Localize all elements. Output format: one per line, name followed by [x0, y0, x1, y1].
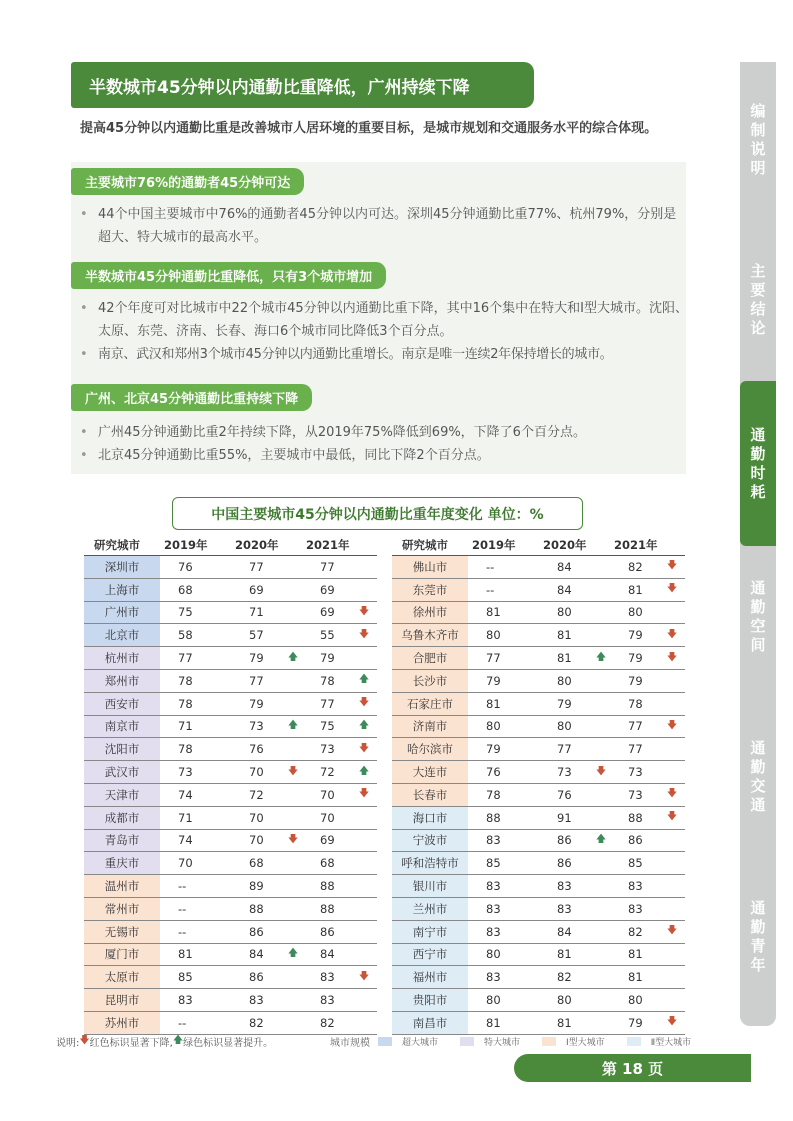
arrow-down-icon: 🡇: [79, 1035, 90, 1046]
value-2021: 68: [306, 852, 351, 875]
value-2020: 70: [235, 829, 280, 852]
table-row: [392, 556, 685, 579]
value-2019: 70: [164, 852, 209, 875]
arrow-up-icon: 🡅: [287, 651, 299, 663]
value-2021: 80: [614, 601, 659, 624]
legend-swatch: [542, 1037, 556, 1046]
value-2019: --: [164, 875, 209, 898]
legend: [330, 1034, 691, 1049]
value-2021: 72: [306, 761, 351, 784]
section-title: [71, 62, 534, 108]
value-2021: 80: [614, 989, 659, 1012]
arrow-up-icon: 🡅: [172, 1035, 184, 1046]
arrow-up-icon: 🡅: [358, 765, 370, 777]
table-row: [84, 738, 377, 761]
value-2021: 81: [614, 578, 659, 601]
value-2019: 74: [164, 783, 209, 806]
value-2019: --: [164, 897, 209, 920]
side-tab-main-conclusions[interactable]: [740, 245, 776, 355]
value-2020: 80: [543, 989, 588, 1012]
value-2021: 77: [614, 715, 659, 738]
value-2019: 73: [164, 761, 209, 784]
table-row: [84, 1011, 377, 1034]
table-row: [84, 875, 377, 898]
city-name: 海口市: [392, 806, 468, 829]
side-tab-commute-traffic[interactable]: [740, 722, 776, 832]
side-tab-label: 通 勤 交 通: [750, 739, 766, 814]
value-2020: 83: [543, 897, 588, 920]
value-2021: 86: [306, 920, 351, 943]
value-2019: 75: [164, 601, 209, 624]
side-tab-commute-time[interactable]: [740, 381, 776, 546]
table-row: [392, 943, 685, 966]
city-name: 温州市: [84, 875, 160, 898]
city-name: 济南市: [392, 715, 468, 738]
value-2021: 85: [614, 852, 659, 875]
city-name: 厦门市: [84, 943, 160, 966]
value-2020: 82: [235, 1011, 280, 1034]
value-2019: --: [164, 920, 209, 943]
value-2020: 84: [235, 943, 280, 966]
header-2021: 2021年: [614, 535, 659, 556]
value-2019: 71: [164, 715, 209, 738]
value-2021: 75: [306, 715, 351, 738]
value-2019: 81: [472, 692, 517, 715]
value-2019: 76: [164, 556, 209, 579]
city-name: 郑州市: [84, 669, 160, 692]
table-row: [84, 556, 377, 579]
city-name: 广州市: [84, 601, 160, 624]
table-row: [392, 806, 685, 829]
value-2020: 79: [235, 692, 280, 715]
value-2019: 83: [472, 875, 517, 898]
table-row: [84, 829, 377, 852]
arrow-down-icon: 🡇: [666, 788, 678, 800]
value-2019: 74: [164, 829, 209, 852]
value-2019: 88: [472, 806, 517, 829]
arrow-down-icon: 🡇: [666, 560, 678, 572]
value-2019: 78: [472, 783, 517, 806]
value-2020: 70: [235, 761, 280, 784]
table-row: [392, 920, 685, 943]
city-name: 太原市: [84, 966, 160, 989]
value-2019: 78: [164, 669, 209, 692]
table-row: [392, 692, 685, 715]
value-2021: 79: [306, 647, 351, 670]
arrow-up-icon: 🡅: [358, 674, 370, 686]
legend-item: Ⅰ型大城市: [566, 1038, 605, 1048]
city-name: 宁波市: [392, 829, 468, 852]
table-header-row: [84, 535, 377, 556]
value-2019: 76: [472, 761, 517, 784]
legend-item: 特大城市: [484, 1038, 521, 1048]
value-2021: 77: [306, 692, 351, 715]
table-row: [84, 669, 377, 692]
value-2020: 86: [235, 966, 280, 989]
arrow-down-icon: 🡇: [287, 833, 299, 845]
table-row: [392, 829, 685, 852]
subsection-heading: 广州、北京45分钟通勤比重持续下降: [71, 384, 312, 411]
city-name: 杭州市: [84, 647, 160, 670]
value-2020: 86: [543, 829, 588, 852]
value-2020: 84: [543, 556, 588, 579]
value-2020: 88: [235, 897, 280, 920]
value-2021: 79: [614, 624, 659, 647]
value-2021: 73: [614, 761, 659, 784]
city-name: 南京市: [84, 715, 160, 738]
value-2021: 79: [614, 647, 659, 670]
legend-swatch: [627, 1037, 641, 1046]
value-2019: --: [472, 556, 517, 579]
footnote-down: 红色标识显著下降,: [89, 1038, 173, 1049]
subsection-heading: 主要城市76%的通勤者45分钟可达: [71, 168, 304, 195]
value-2020: 72: [235, 783, 280, 806]
subsection-heading: 半数城市45分钟通勤比重降低，只有3个城市增加: [71, 262, 386, 289]
value-2021: 77: [306, 556, 351, 579]
city-name: 昆明市: [84, 989, 160, 1012]
value-2019: 68: [164, 578, 209, 601]
table-row: [392, 669, 685, 692]
city-name: 大连市: [392, 761, 468, 784]
value-2019: 78: [164, 738, 209, 761]
value-2019: 80: [472, 715, 517, 738]
legend-item: Ⅱ型大城市: [650, 1038, 692, 1048]
section-title-text: 半数城市45分钟以内通勤比重降低，广州持续下降: [89, 77, 470, 98]
value-2020: 79: [235, 647, 280, 670]
value-2019: 81: [472, 601, 517, 624]
value-2020: 86: [543, 852, 588, 875]
value-2019: 77: [164, 647, 209, 670]
value-2019: 58: [164, 624, 209, 647]
bullet-item: • 44个中国主要城市中76%的通勤者45分钟以内可达。深圳45分钟通勤比重77%、杭州79%，分别是超大、特大城市的最高水平。: [80, 203, 685, 249]
city-table-right: [392, 535, 685, 1035]
value-2019: 78: [164, 692, 209, 715]
value-2021: 82: [614, 920, 659, 943]
city-name: 银川市: [392, 875, 468, 898]
city-name: 长沙市: [392, 669, 468, 692]
bullet-item: • 42个年度可对比城市中22个城市45分钟以内通勤比重下降，其中16个集中在特大和Ⅰ型大城市。沈阳、太原、东莞、济南、长春、海口6个城市同比降低3个百分点。: [80, 297, 690, 343]
bullet-item: • 广州45分钟通勤比重2年持续下降，从2019年75%降低到69%，下降了6个百分点。: [80, 421, 685, 444]
bullet-list: [80, 297, 690, 366]
value-2020: 80: [543, 715, 588, 738]
table-row: [392, 989, 685, 1012]
legend-swatch: [378, 1037, 392, 1046]
footnote-prefix: 说明:: [56, 1038, 80, 1049]
value-2020: 83: [543, 875, 588, 898]
value-2020: 57: [235, 624, 280, 647]
arrow-down-icon: 🡇: [358, 970, 370, 982]
value-2020: 76: [543, 783, 588, 806]
value-2019: 83: [472, 966, 517, 989]
value-2020: 79: [543, 692, 588, 715]
value-2019: 83: [472, 829, 517, 852]
arrow-up-icon: 🡅: [287, 719, 299, 731]
arrow-down-icon: 🡇: [666, 651, 678, 663]
table-row: [392, 897, 685, 920]
value-2019: 81: [472, 1011, 517, 1034]
city-name: 苏州市: [84, 1011, 160, 1034]
arrow-down-icon: 🡇: [358, 628, 370, 640]
bullet-item: • 南京、武汉和郑州3个城市45分钟以内通勤比重增长。南京是唯一连续2年保持增长的城市。: [80, 343, 690, 366]
city-name: 哈尔滨市: [392, 738, 468, 761]
table-row: [392, 852, 685, 875]
value-2021: 88: [306, 897, 351, 920]
city-name: 石家庄市: [392, 692, 468, 715]
value-2020: 86: [235, 920, 280, 943]
header-city: 研究城市: [392, 535, 468, 556]
value-2020: 76: [235, 738, 280, 761]
side-tab-compilation-notes[interactable]: [740, 85, 776, 195]
value-2020: 71: [235, 601, 280, 624]
value-2021: 73: [306, 738, 351, 761]
value-2019: 79: [472, 669, 517, 692]
arrow-down-icon: 🡇: [595, 765, 607, 777]
city-name: 兰州市: [392, 897, 468, 920]
header-2019: 2019年: [472, 535, 517, 556]
value-2020: 73: [543, 761, 588, 784]
arrow-up-icon: 🡅: [287, 947, 299, 959]
table-header-row: [392, 535, 685, 556]
city-name: 佛山市: [392, 556, 468, 579]
value-2021: 88: [614, 806, 659, 829]
city-name: 无锡市: [84, 920, 160, 943]
city-name: 贵阳市: [392, 989, 468, 1012]
value-2020: 81: [543, 943, 588, 966]
city-name: 重庆市: [84, 852, 160, 875]
value-2020: 77: [235, 669, 280, 692]
value-2021: 83: [614, 897, 659, 920]
table-row: [84, 601, 377, 624]
city-name: 南昌市: [392, 1011, 468, 1034]
footnote-up: 绿色标识显著提升。: [183, 1038, 274, 1049]
intro-text: 提高45分钟以内通勤比重是改善城市人居环境的重要目标，是城市规划和交通服务水平的综合体现。: [80, 121, 658, 136]
value-2019: --: [164, 1011, 209, 1034]
side-tab-label: 主 要 结 论: [750, 262, 766, 337]
header-2020: 2020年: [543, 535, 588, 556]
arrow-down-icon: 🡇: [666, 719, 678, 731]
page-number: 第 18 页: [514, 1054, 751, 1082]
value-2019: 77: [472, 647, 517, 670]
header-city: 研究城市: [84, 535, 160, 556]
value-2020: 84: [543, 578, 588, 601]
city-name: 西宁市: [392, 943, 468, 966]
value-2019: 79: [472, 738, 517, 761]
value-2020: 81: [543, 624, 588, 647]
value-2020: 83: [235, 989, 280, 1012]
header-2021: 2021年: [306, 535, 351, 556]
value-2020: 70: [235, 806, 280, 829]
value-2021: 81: [614, 966, 659, 989]
value-2019: 71: [164, 806, 209, 829]
value-2020: 80: [543, 669, 588, 692]
bullet-list: [80, 421, 685, 467]
table-row: [84, 852, 377, 875]
bullet-item: • 北京45分钟通勤比重55%，主要城市中最低，同比下降2个百分点。: [80, 444, 685, 467]
arrow-down-icon: 🡇: [666, 1016, 678, 1028]
table-row: [84, 578, 377, 601]
table-row: [84, 624, 377, 647]
side-tab-commute-youth[interactable]: [740, 882, 776, 992]
value-2021: 81: [614, 943, 659, 966]
arrow-down-icon: 🡇: [666, 811, 678, 823]
city-name: 北京市: [84, 624, 160, 647]
city-name: 上海市: [84, 578, 160, 601]
table-row: [84, 920, 377, 943]
value-2020: 82: [543, 966, 588, 989]
arrow-down-icon: 🡇: [358, 788, 370, 800]
table-row: [84, 806, 377, 829]
value-2020: 91: [543, 806, 588, 829]
value-2021: 88: [306, 875, 351, 898]
value-2020: 69: [235, 578, 280, 601]
arrow-down-icon: 🡇: [358, 742, 370, 754]
table-row: [84, 647, 377, 670]
table-row: [84, 715, 377, 738]
city-name: 福州市: [392, 966, 468, 989]
table-row: [84, 783, 377, 806]
arrow-down-icon: 🡇: [287, 765, 299, 777]
table-row: [392, 761, 685, 784]
table-row: [392, 578, 685, 601]
table-row: [392, 738, 685, 761]
side-tab-label: 通 勤 空 间: [750, 579, 766, 654]
value-2021: 69: [306, 829, 351, 852]
legend-item: 超大城市: [402, 1038, 439, 1048]
value-2021: 77: [614, 738, 659, 761]
value-2021: 86: [614, 829, 659, 852]
city-name: 南宁市: [392, 920, 468, 943]
value-2019: 80: [472, 943, 517, 966]
table-row: [392, 783, 685, 806]
table-row: [392, 715, 685, 738]
value-2021: 55: [306, 624, 351, 647]
value-2021: 70: [306, 806, 351, 829]
value-2019: 80: [472, 989, 517, 1012]
value-2021: 73: [614, 783, 659, 806]
value-2021: 70: [306, 783, 351, 806]
city-name: 青岛市: [84, 829, 160, 852]
city-name: 常州市: [84, 897, 160, 920]
value-2021: 82: [614, 556, 659, 579]
value-2021: 82: [306, 1011, 351, 1034]
city-name: 东莞市: [392, 578, 468, 601]
table-row: [84, 943, 377, 966]
city-name: 成都市: [84, 806, 160, 829]
city-name: 武汉市: [84, 761, 160, 784]
value-2021: 78: [614, 692, 659, 715]
value-2019: 83: [472, 920, 517, 943]
table-row: [84, 692, 377, 715]
arrow-up-icon: 🡅: [595, 833, 607, 845]
value-2020: 89: [235, 875, 280, 898]
city-name: 西安市: [84, 692, 160, 715]
arrow-down-icon: 🡇: [666, 628, 678, 640]
city-name: 呼和浩特市: [392, 852, 468, 875]
footnote: [56, 1033, 273, 1050]
city-name: 沈阳市: [84, 738, 160, 761]
legend-label: 城市规模: [330, 1038, 370, 1049]
bullet-list: [80, 203, 685, 249]
city-name: 长春市: [392, 783, 468, 806]
city-table-left: [84, 535, 377, 1035]
value-2021: 83: [306, 966, 351, 989]
table-title: 中国主要城市45分钟以内通勤比重年度变化 单位：%: [172, 497, 583, 530]
table-row: [392, 601, 685, 624]
value-2021: 83: [306, 989, 351, 1012]
table-row: [84, 989, 377, 1012]
arrow-down-icon: 🡇: [358, 605, 370, 617]
value-2019: 81: [164, 943, 209, 966]
city-name: 深圳市: [84, 556, 160, 579]
value-2021: 69: [306, 578, 351, 601]
value-2021: 69: [306, 601, 351, 624]
value-2020: 77: [235, 556, 280, 579]
value-2021: 78: [306, 669, 351, 692]
value-2020: 68: [235, 852, 280, 875]
side-tab-commute-space[interactable]: [740, 562, 776, 672]
value-2020: 80: [543, 601, 588, 624]
header-2019: 2019年: [164, 535, 209, 556]
table-row: [84, 966, 377, 989]
city-name: 天津市: [84, 783, 160, 806]
value-2021: 84: [306, 943, 351, 966]
value-2020: 81: [543, 1011, 588, 1034]
city-name: 合肥市: [392, 647, 468, 670]
table-row: [84, 897, 377, 920]
legend-swatch: [460, 1037, 474, 1046]
value-2020: 84: [543, 920, 588, 943]
arrow-down-icon: 🡇: [666, 583, 678, 595]
header-2020: 2020年: [235, 535, 280, 556]
arrow-down-icon: 🡇: [666, 925, 678, 937]
value-2021: 83: [614, 875, 659, 898]
value-2019: --: [472, 578, 517, 601]
table-row: [392, 624, 685, 647]
value-2019: 85: [472, 852, 517, 875]
value-2021: 79: [614, 669, 659, 692]
value-2020: 73: [235, 715, 280, 738]
value-2020: 81: [543, 647, 588, 670]
value-2020: 77: [543, 738, 588, 761]
value-2021: 79: [614, 1011, 659, 1034]
side-tab-label: 通 勤 青 年: [750, 899, 766, 974]
arrow-up-icon: 🡅: [595, 651, 607, 663]
city-name: 乌鲁木齐市: [392, 624, 468, 647]
value-2019: 85: [164, 966, 209, 989]
side-tab-label: 编 制 说 明: [750, 102, 766, 177]
value-2019: 80: [472, 624, 517, 647]
table-row: [392, 875, 685, 898]
table-row: [392, 1011, 685, 1034]
value-2019: 83: [472, 897, 517, 920]
value-2019: 83: [164, 989, 209, 1012]
table-row: [392, 966, 685, 989]
table-row: [392, 647, 685, 670]
city-name: 徐州市: [392, 601, 468, 624]
arrow-up-icon: 🡅: [358, 719, 370, 731]
arrow-down-icon: 🡇: [358, 697, 370, 709]
side-tab-label: 通 勤 时 耗: [750, 425, 766, 501]
table-row: [84, 761, 377, 784]
